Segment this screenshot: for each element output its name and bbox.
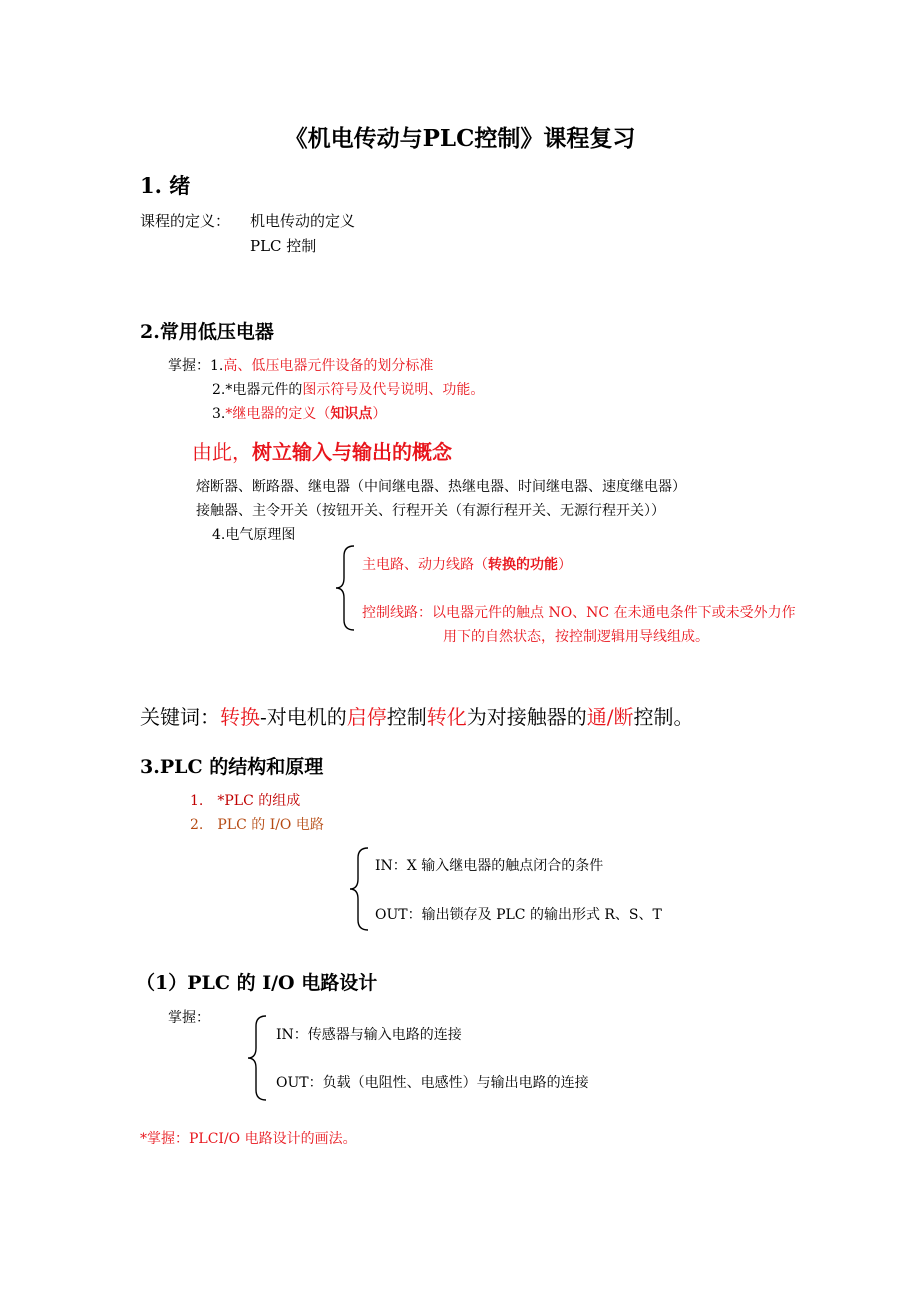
keyword-text-1: -对电机的: [260, 705, 347, 729]
master-label: 掌握：: [168, 358, 210, 374]
subsection-master-label: 掌握：: [168, 1010, 210, 1026]
plc-in-description: IN：X 输入继电器的触点闭合的条件: [375, 858, 604, 874]
left-brace-icon: [248, 1014, 268, 1102]
page-title: 《机电传动与PLC控制》课程复习: [284, 125, 636, 152]
keyword-text-4: 控制。: [633, 705, 694, 729]
section-2-item-4: 4.电气原理图: [212, 527, 296, 543]
left-brace-icon: [336, 544, 356, 632]
control-circuit-line-1: 控制线路：以电器元件的触点 NO、NC 在未通电条件下或未受外力作: [362, 605, 796, 621]
keyword-text-2: 控制: [386, 705, 427, 729]
item-2-prefix: 2.*电器元件的: [212, 382, 303, 398]
emphasis-bold: 树立输入与输出的概念: [252, 440, 452, 464]
list-item-number: 2.: [190, 817, 204, 833]
plc-out-description: OUT：输出锁存及 PLC 的输出形式 R、S、T: [375, 907, 662, 923]
emphasis-prefix: 由此，: [192, 440, 252, 464]
course-definition-value-2: PLC 控制: [250, 237, 317, 255]
list-item-text: PLC 的 I/O 电路: [217, 817, 324, 833]
item-3-number: 3.: [212, 406, 226, 422]
keyword-text-3: 为对接触器的: [466, 705, 587, 729]
keyword-start-stop: 启停: [346, 705, 387, 729]
section-2-item-3: [212, 403, 386, 423]
section-2-item-1: [168, 355, 433, 375]
main-circuit-branch: [362, 554, 572, 574]
io-design-note: *掌握：PLCI/O 电路设计的画法。: [140, 1131, 357, 1147]
device-list-line-2: 接触器、主令开关（按钮开关、行程开关（有源行程开关、无源行程开关））: [196, 503, 665, 519]
control-circuit-line-2: 用下的自然状态，按控制逻辑用导线组成。: [443, 629, 709, 645]
section-3-heading: 3.PLC 的结构和原理: [140, 756, 324, 778]
keywords-line: [140, 701, 694, 730]
list-item-number: 1.: [190, 793, 204, 809]
list-item: [190, 790, 300, 810]
io-design-in: IN：传感器与输入电路的连接: [276, 1027, 462, 1043]
item-1-text: 高、低压电器元件设备的划分标准: [223, 358, 434, 374]
branch-1-bold: 转换的功能: [488, 557, 558, 573]
subsection-1-heading: （1）PLC 的 I/O 电路设计: [136, 972, 378, 994]
section-2-heading: 2.常用低压电器: [140, 321, 274, 343]
io-design-out: OUT：负载（电阻性、电感性）与输出电路的连接: [276, 1075, 589, 1091]
io-concept-emphasis: [192, 436, 452, 465]
device-list-line-1: 熔断器、断路器、继电器（中间继电器、热继电器、时间继电器、速度继电器）: [196, 479, 686, 495]
section-1-heading: 1. 绪: [140, 173, 191, 198]
keyword-transform: 转化: [426, 705, 467, 729]
course-definition-value-1: 机电传动的定义: [250, 212, 356, 230]
left-brace-icon: [350, 846, 370, 932]
item-3-close: ）: [372, 406, 387, 422]
section-2-item-2: [212, 379, 484, 399]
item-3-text: *继电器的定义（: [225, 406, 331, 422]
branch-1-close: ）: [558, 557, 572, 573]
course-definition-label: 课程的定义：: [140, 212, 231, 230]
item-2-red: 图示符号及代号说明、功能。: [302, 382, 485, 398]
list-item: [190, 814, 324, 834]
item-1-number: 1.: [210, 358, 224, 374]
keyword-on-off: 通/断: [586, 705, 634, 729]
list-item-text: *PLC 的组成: [217, 793, 301, 809]
item-3-bold: 知识点: [330, 406, 373, 422]
keywords-label: 关键词：: [140, 705, 220, 729]
branch-1-text: 主电路、动力线路（: [362, 557, 488, 573]
keyword-conversion: 转换: [220, 705, 260, 729]
